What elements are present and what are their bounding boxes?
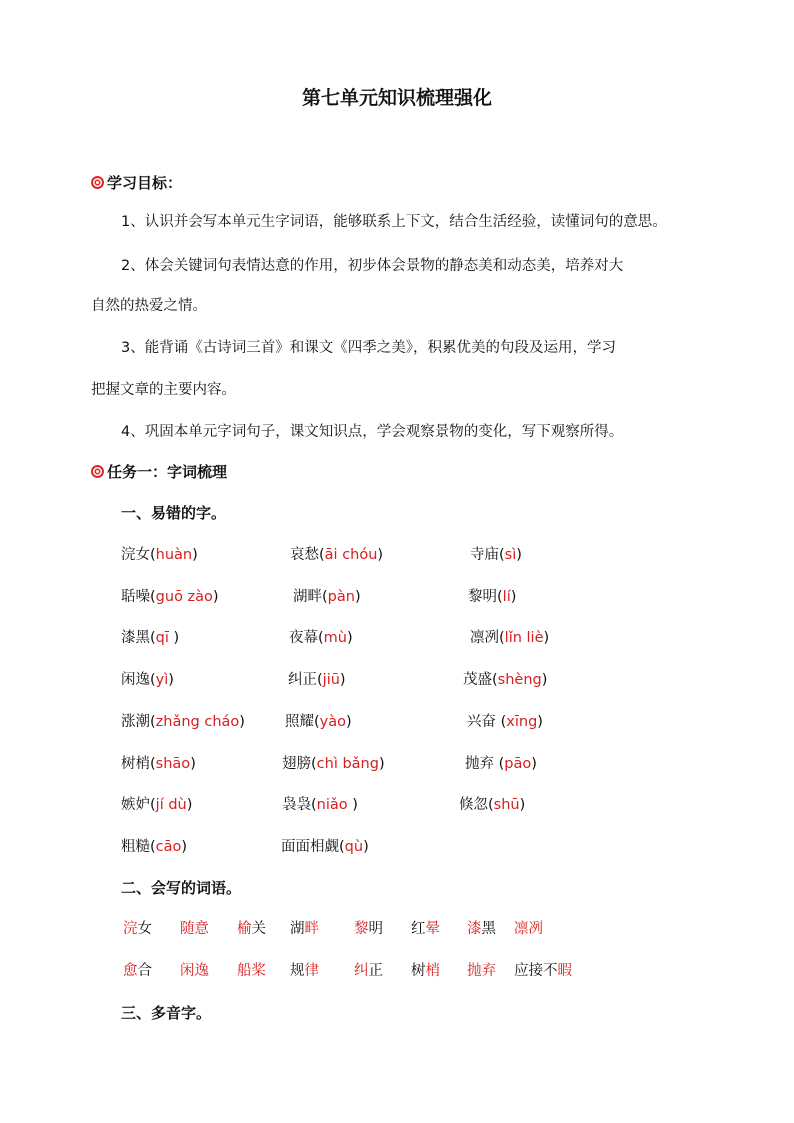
char-pinyin: yì: [155, 672, 169, 689]
vocab-part: 畔: [304, 921, 319, 937]
char-pinyin: sì: [504, 547, 517, 563]
char-entry: 涨潮(zhǎng cháo): [121, 713, 245, 730]
char-word: 面面相觑: [281, 838, 339, 855]
goal-4: 4、巩固本单元字词句子，课文知识点，学会观察景物的变化，写下观察所得。: [121, 424, 624, 440]
page-title: 第七单元知识梳理强化: [301, 87, 492, 109]
char-pinyin: mù: [323, 630, 347, 647]
vocab-part: 愈: [123, 963, 138, 979]
char-pinyin: jiū: [322, 672, 340, 689]
char-pinyin: yào: [319, 713, 347, 730]
goals-heading-text: 学习目标：: [107, 174, 183, 192]
char-pinyin: lí: [502, 588, 511, 605]
vocab-word: [180, 919, 209, 939]
char-word: 粗糙: [121, 838, 150, 855]
char-word: 袅袅: [282, 797, 311, 814]
char-pinyin: lǐn liè: [504, 630, 544, 647]
char-entry: 树梢(shāo): [121, 755, 196, 772]
char-word: 倏忽: [459, 797, 488, 814]
char-entry: 聒噪(guō zào): [121, 588, 219, 605]
char-entry: 照耀(yào): [285, 713, 352, 730]
vocab-word: [467, 919, 496, 939]
vocab-part: 随意: [180, 921, 209, 937]
char-pinyin: shū: [493, 797, 520, 814]
char-pinyin: pāo: [504, 755, 532, 772]
char-pinyin: xīng: [506, 713, 538, 730]
vocab-word: [290, 961, 319, 981]
char-pinyin: chì bǎng: [316, 755, 379, 772]
vocab-part: 闲逸: [180, 963, 209, 979]
vocab-word: [123, 919, 152, 939]
char-entry: 湖畔(pàn): [293, 588, 361, 605]
char-word: 抛弃: [465, 755, 499, 772]
vocab-part: 暇: [557, 963, 572, 979]
char-word: 翅膀: [282, 755, 311, 772]
vocab-part: 浣: [123, 921, 138, 937]
char-entry: 浣女(huàn): [121, 547, 198, 563]
vocab-part: 律: [304, 963, 319, 979]
vocab-part: 凛冽: [514, 921, 543, 937]
char-pinyin: qī: [155, 630, 174, 647]
vocab-word: [411, 961, 440, 981]
task1-heading-text: 任务一：字词梳理: [107, 463, 228, 481]
vocab-part: 树: [411, 963, 426, 979]
char-word: 浣女: [121, 547, 150, 563]
char-pinyin: zhǎng cháo: [155, 713, 240, 730]
vocab-part: 应接不: [514, 963, 558, 979]
vocab-part: 船桨: [237, 963, 266, 979]
vocab-part: 梢: [425, 963, 440, 979]
char-word: 涨潮: [121, 713, 150, 730]
vocab-word: [237, 919, 266, 939]
vocab-word: [237, 961, 266, 981]
vocab-part: 纠: [354, 963, 369, 979]
bullet-ring-icon: [91, 176, 104, 189]
char-word: 闲逸: [121, 672, 150, 689]
char-entry: 纠正(jiū): [288, 672, 346, 689]
vocab-part: 合: [137, 963, 152, 979]
char-entry: 哀愁(āi chóu): [290, 547, 384, 563]
vocab-word: [180, 961, 209, 981]
vocab-part: 晕: [425, 921, 440, 937]
vocab-word: [354, 961, 383, 981]
char-entry: 茂盛(shèng): [463, 672, 548, 689]
char-entry: 倏忽(shū): [459, 797, 526, 814]
section-3-heading: 三、多音字。: [121, 1004, 212, 1022]
char-entry: 嫉妒(jí dù): [121, 797, 193, 814]
char-entry: 闲逸(yì): [121, 672, 174, 689]
vocab-word: [123, 961, 152, 981]
char-entry: 翅膀(chì bǎng): [282, 755, 385, 772]
char-word: 照耀: [285, 713, 314, 730]
goal-2: 2、体会关键词句表情达意的作用，初步体会景物的静态美和动态美，培养对大: [121, 258, 624, 274]
vocab-part: 正: [368, 963, 383, 979]
vocab-part: 湖: [290, 921, 305, 937]
char-pinyin: shāo: [155, 755, 191, 772]
char-pinyin: qù: [344, 838, 364, 855]
vocab-word: [290, 919, 319, 939]
vocab-part: 漆: [467, 921, 482, 937]
char-word: 夜幕: [289, 630, 318, 647]
vocab-part: 黎: [354, 921, 369, 937]
char-entry: 粗糙(cāo): [121, 838, 188, 855]
char-word: 湖畔: [293, 588, 322, 605]
section-1-heading: 一、易错的字。: [121, 504, 227, 522]
char-entry: 兴奋 (xīng): [467, 713, 543, 730]
goals-heading: [91, 173, 182, 193]
vocab-part: 女: [137, 921, 152, 937]
char-pinyin: jí dù: [155, 797, 187, 814]
char-entry: 黎明(lí): [468, 588, 517, 605]
vocab-word: [514, 961, 572, 981]
char-word: 兴奋: [467, 713, 501, 730]
char-entry: 漆黑(qī ): [121, 630, 180, 647]
char-pinyin: guō zào: [155, 588, 213, 605]
char-pinyin: shèng: [497, 672, 542, 689]
char-entry: 面面相觑(qù): [281, 838, 369, 855]
char-pinyin: huàn: [155, 547, 193, 563]
char-pinyin: āi chóu: [324, 547, 378, 563]
task1-heading: [91, 462, 227, 482]
goal-2-cont: 自然的热爱之情。: [91, 298, 207, 314]
char-word: 漆黑: [121, 630, 150, 647]
goal-3-cont: 把握文章的主要内容。: [91, 382, 236, 398]
char-entry: 袅袅(niǎo ): [282, 797, 358, 814]
char-entry: 寺庙(sì): [470, 547, 522, 563]
char-pinyin: pàn: [327, 588, 355, 605]
vocab-word: [467, 961, 496, 981]
vocab-part: 黑: [481, 921, 496, 937]
char-word: 寺庙: [470, 547, 499, 563]
char-entry: 夜幕(mù): [289, 630, 353, 647]
char-word: 嫉妒: [121, 797, 150, 814]
bullet-ring-icon: [91, 465, 104, 478]
vocab-part: 抛弃: [467, 963, 496, 979]
char-entry: 抛弃 (pāo): [465, 755, 537, 772]
goal-3: 3、能背诵《古诗词三首》和课文《四季之美》，积累优美的句段及运用，学习: [121, 340, 616, 356]
vocab-part: 榆: [237, 921, 252, 937]
char-pinyin: niǎo: [316, 797, 353, 814]
char-word: 茂盛: [463, 672, 492, 689]
char-pinyin: cāo: [155, 838, 182, 855]
char-word: 哀愁: [290, 547, 319, 563]
char-word: 黎明: [468, 588, 497, 605]
char-word: 纠正: [288, 672, 317, 689]
char-word: 聒噪: [121, 588, 150, 605]
vocab-part: 明: [368, 921, 383, 937]
char-word: 树梢: [121, 755, 150, 772]
section-2-heading: 二、会写的词语。: [121, 879, 242, 897]
goal-1: 1、认识并会写本单元生字词语，能够联系上下文，结合生活经验，读懂词句的意思。: [121, 214, 667, 230]
vocab-word: [354, 919, 383, 939]
char-entry: 凛冽(lǐn liè): [470, 630, 550, 647]
vocab-word: [514, 919, 543, 939]
vocab-part: 红: [411, 921, 426, 937]
char-word: 凛冽: [470, 630, 499, 647]
vocab-part: 规: [290, 963, 305, 979]
vocab-part: 关: [251, 921, 266, 937]
vocab-word: [411, 919, 440, 939]
